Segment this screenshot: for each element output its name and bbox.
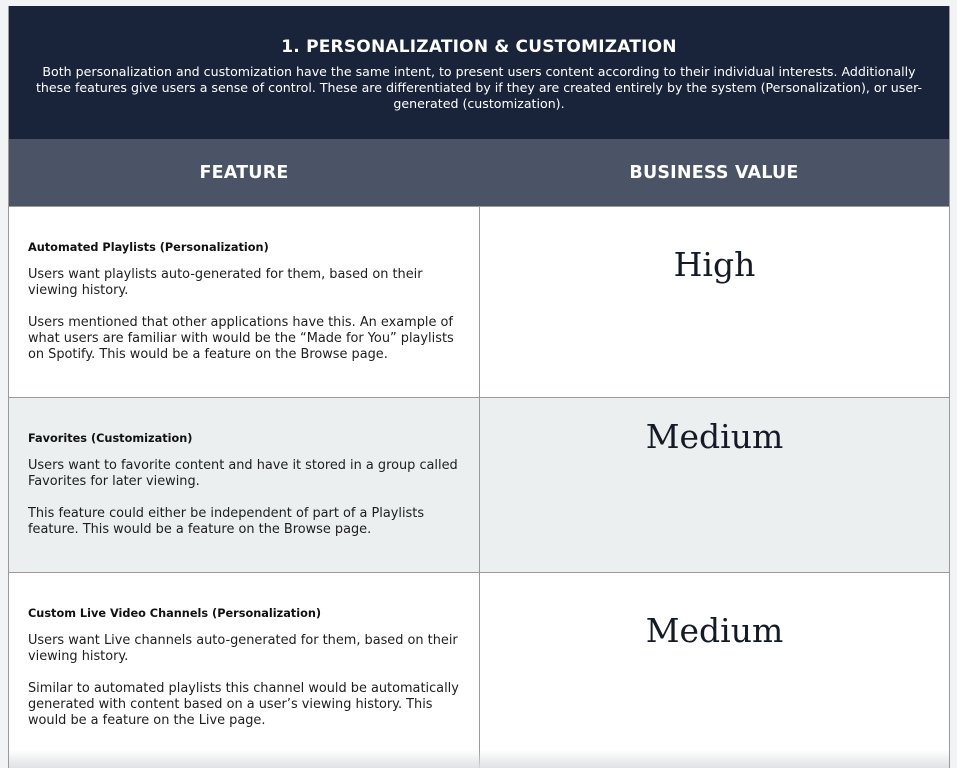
feature-description: This feature could either be independent of part of a Playlists feature. This would be a feature on the Browse page. bbox=[28, 506, 425, 537]
section-header bbox=[9, 6, 949, 139]
feature-description: Similar to automated playlists this channel would be automatically generated with content based on a user’s viewing history. This would be a feature on the Live page. bbox=[28, 681, 459, 728]
table-row bbox=[9, 572, 949, 768]
feature-description: Users want Live channels auto-generated for them, based on their viewing history. bbox=[28, 633, 458, 664]
section-description: Both personalization and customization have the same intent, to present users content according to their individual interests. Additionally these features give users a sense of control. These are differentiated by if they are created entirely by the system (Personalization), or user-generated (customization). bbox=[35, 64, 923, 111]
business-value: Medium bbox=[645, 417, 784, 456]
feature-cell bbox=[9, 398, 480, 572]
column-header-business-value: BUSINESS VALUE bbox=[629, 162, 799, 183]
feature-cell bbox=[9, 207, 480, 397]
feature-name: Favorites (Customization) bbox=[28, 432, 193, 445]
column-header-feature: FEATURE bbox=[199, 162, 289, 183]
table-row bbox=[9, 206, 949, 397]
feature-description: Users mentioned that other applications have this. An example of what users are familiar with would be the “Made for You” playlists on Spotify. This would be a feature on the Browse page. bbox=[28, 315, 454, 362]
business-value: Medium bbox=[645, 611, 784, 650]
feature-description: Users want playlists auto-generated for them, based on their viewing history. bbox=[28, 267, 423, 298]
feature-description: Users want to favorite content and have it stored in a group called Favorites for later viewing. bbox=[28, 458, 458, 489]
bottom-fade bbox=[9, 750, 949, 768]
table-header bbox=[9, 139, 949, 206]
business-value: High bbox=[673, 245, 756, 284]
table-row bbox=[9, 397, 949, 572]
section-title: 1. PERSONALIZATION & CUSTOMIZATION bbox=[281, 37, 677, 57]
document-frame bbox=[8, 6, 950, 768]
feature-name: Automated Playlists (Personalization) bbox=[28, 241, 269, 254]
feature-name: Custom Live Video Channels (Personalization) bbox=[28, 607, 322, 620]
feature-cell bbox=[9, 573, 480, 768]
